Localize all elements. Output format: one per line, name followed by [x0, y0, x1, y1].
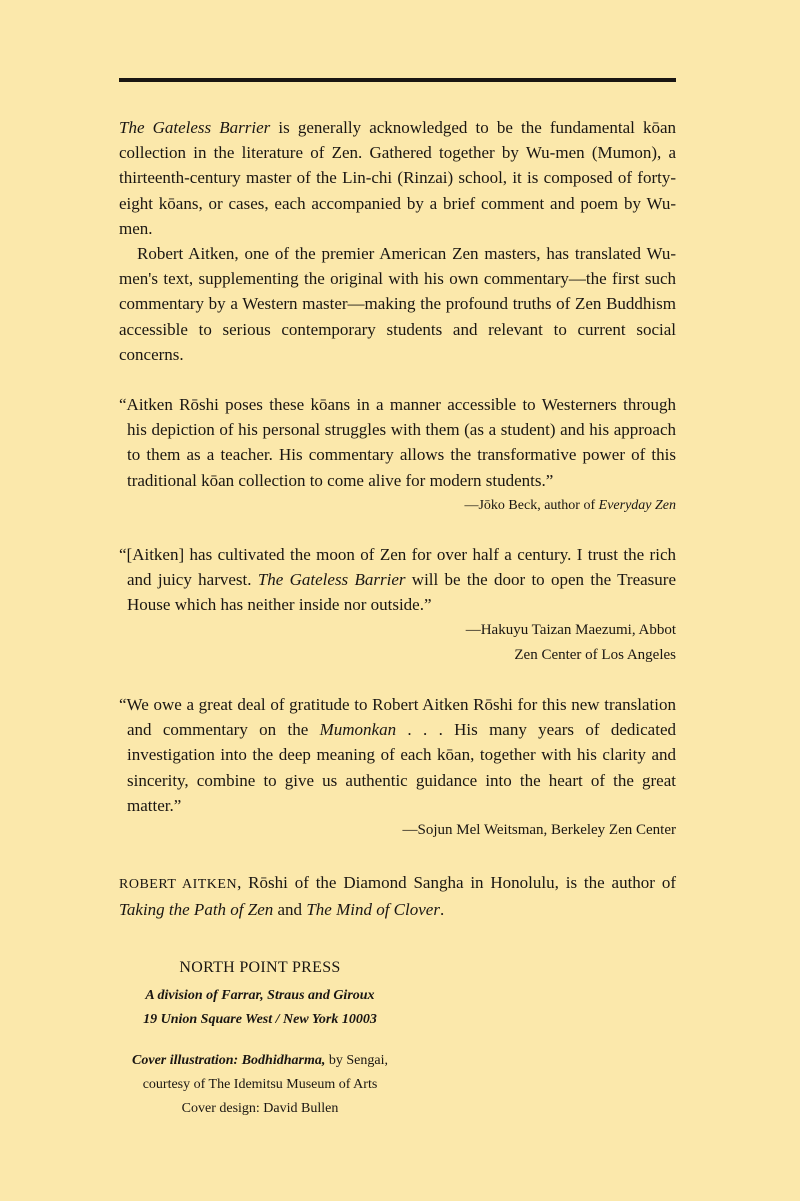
author-bio-text: ROBERT AITKEN, Rōshi of the Diamond Sangha in Honolulu, is the author of Taking the Path of Zen and The Mind of Clover. [119, 873, 676, 920]
quote-maezumi [119, 542, 676, 668]
book-title: The Gateless Barrier [119, 118, 271, 137]
quote-attribution: —Sojun Mel Weitsman, Berkeley Zen Center [402, 822, 676, 839]
cover-design-credit: Cover design: David Bullen [181, 1101, 339, 1116]
author-name: ROBERT AITKEN [119, 877, 238, 892]
top-rule [119, 78, 676, 82]
publisher-name: NORTH POINT PRESS [179, 959, 341, 976]
cover-illustration-courtesy: courtesy of The Idemitsu Museum of Arts [142, 1077, 378, 1092]
quote-weitsman [119, 692, 676, 843]
quote-text: “Aitken Rōshi poses these kōans in a manner accessible to Westerners through his depiction of his personal struggles with them (as a student) and his approach to them as a teacher. His commentary allows the transformative power of this traditional kōan collection to come alive for modern students.” —Jōko Beck, author of Everyday Zen [119, 392, 676, 493]
quote-attribution-affiliation: Zen Center of Los Angeles [514, 646, 676, 663]
publisher-address: 19 Union Square West / New York 10003 [143, 1012, 377, 1027]
cover-illustration-credit: Cover illustration: Bodhidharma, by Sengai, [132, 1053, 388, 1068]
description-paragraph-1: The Gateless Barrier is generally acknowledged to be the fundamental kōan collection in the literature of Zen. Gathered together by Wu-men (Mumon), a thirteenth-century master of the Lin-chi (Rinzai) school, it is composed of forty-eight kōans, or cases, each accompanied by a brief comment and poem by Wu-men. [119, 118, 676, 238]
quote-text: “We owe a great deal of gratitude to Robert Aitken Rōshi for this new translation and commentary on the Mumonkan . . . His many years of dedicated investigation into the deep meaning of each kōan, together with his clarity and sincerity, combine to give us authentic guidance into the heart of the great matter.” [119, 695, 676, 815]
quote-attribution: —Hakuyu Taizan Maezumi, Abbot [465, 621, 676, 638]
description-paragraph-2: Robert Aitken, one of the premier American Zen masters, has translated Wu-men's text, supplementing the original with his own commentary—the first such commentary by a Western master—making the profound truths of Zen Buddhism accessible to serious contemporary students and relevant to current social concerns. [119, 244, 676, 364]
author-bio [119, 870, 676, 922]
quote-beck [119, 392, 676, 518]
quote-attribution: —Jōko Beck, author of Everyday Zen [464, 497, 676, 513]
description [119, 115, 676, 367]
publisher-division: A division of Farrar, Straus and Giroux [145, 988, 375, 1003]
quote-text: “[Aitken] has cultivated the moon of Zen for over half a century. I trust the rich and juicy harvest. The Gateless Barrier will be the door to open the Treasure House which has neither inside nor outside.” [119, 545, 676, 615]
